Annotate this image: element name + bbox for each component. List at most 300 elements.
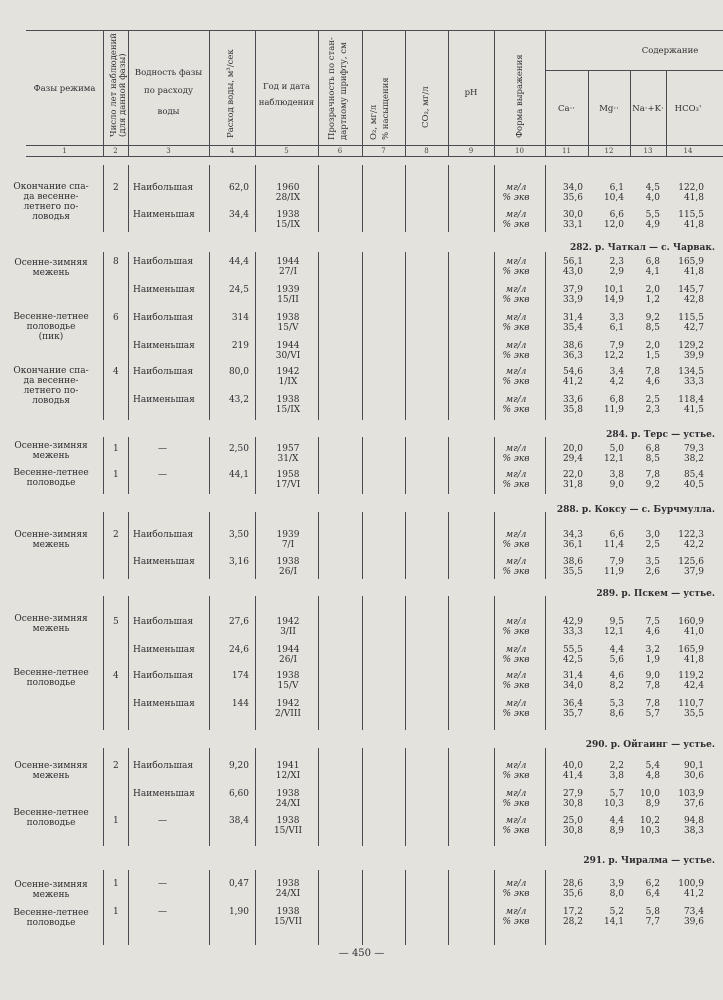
header-column-rule: [362, 30, 363, 156]
value-mg: 73,4: [683, 907, 704, 917]
value-mg: 134,5: [678, 367, 704, 377]
form-eq: % экв: [502, 323, 530, 333]
value-eq: 40,5: [683, 480, 704, 490]
year: 1938: [276, 816, 300, 826]
phase-label: Весенне-летнее: [13, 312, 89, 322]
value-eq: 33,3: [562, 627, 583, 637]
value-eq: 41,8: [683, 193, 704, 203]
header-waterness-1: Водность фазы: [134, 68, 203, 78]
date: 12/XI: [275, 771, 301, 781]
body-column-rule: [448, 748, 449, 846]
year: 1944: [276, 257, 300, 267]
section-title: 288. р. Коксу — с. Бурчмулла.: [556, 505, 715, 515]
discharge: 6,60: [228, 789, 249, 799]
body-column-rule: [405, 437, 406, 494]
form-eq: % экв: [502, 799, 530, 809]
body-column-rule: [494, 165, 495, 232]
header-years-line1: Число лет наблюдений: [109, 33, 119, 137]
value-mg: 36,4: [562, 699, 583, 709]
waterness: Наименьшая: [133, 557, 195, 567]
form-mg: мг/л: [505, 699, 527, 709]
waterness: Наименьшая: [133, 789, 195, 799]
value-mg: 122,0: [678, 183, 704, 193]
phase-label: половодье: [26, 678, 76, 688]
value-eq: 41,8: [683, 267, 704, 277]
date: 28/IX: [275, 193, 301, 203]
waterness: Наибольшая: [133, 367, 194, 377]
body-column-rule: [448, 252, 449, 420]
value-mg: 94,8: [683, 816, 704, 826]
phase-label: Весенне-летнее: [13, 468, 89, 478]
value-mg: 2,0: [645, 285, 660, 295]
body-column-rule: [209, 512, 210, 579]
value-eq: 2,5: [645, 540, 660, 550]
body-column-rule: [448, 437, 449, 494]
header-hco3: HCO₃': [674, 104, 702, 114]
column-number: 8: [424, 147, 429, 155]
form-eq: % экв: [502, 655, 530, 665]
value-mg: 30,0: [562, 210, 583, 220]
header-co2: CO₂, мг/л: [421, 86, 431, 128]
years-count: 1: [113, 907, 119, 917]
value-eq: 10,3: [639, 826, 660, 836]
form-eq: % экв: [502, 480, 530, 490]
body-column-rule: [255, 870, 256, 945]
value-mg: 40,0: [562, 761, 583, 771]
header-column-rule: [545, 30, 546, 156]
body-column-rule: [545, 512, 546, 579]
years-count: 1: [113, 816, 119, 826]
form-eq: % экв: [502, 220, 530, 230]
column-number: 12: [604, 147, 614, 155]
value-eq: 1,5: [645, 351, 660, 361]
year: 1938: [276, 395, 300, 405]
body-column-rule: [128, 748, 129, 846]
waterness: Наибольшая: [133, 257, 194, 267]
value-eq: 11,9: [603, 567, 624, 577]
value-eq: 8,2: [609, 681, 624, 691]
value-mg: 27,9: [562, 789, 583, 799]
years-count: 1: [113, 444, 119, 454]
header-na-k: Na·+K·: [632, 104, 664, 114]
body-column-rule: [545, 870, 546, 945]
value-mg: 10,0: [639, 789, 660, 799]
phase-label: половодье: [26, 322, 76, 332]
value-mg: 165,9: [678, 257, 704, 267]
value-eq: 37,9: [683, 567, 704, 577]
value-eq: 29,4: [562, 454, 583, 464]
body-column-rule: [448, 165, 449, 232]
value-mg: 3,8: [609, 470, 624, 480]
header-date-1: Год и дата: [262, 82, 311, 92]
value-eq: 6,1: [609, 323, 624, 333]
value-mg: 6,1: [609, 183, 624, 193]
waterness: Наибольшая: [133, 617, 194, 627]
form-eq: % экв: [502, 351, 530, 361]
section-title: 282. р. Чаткал — с. Чарвак.: [570, 243, 715, 253]
body-column-rule: [545, 437, 546, 494]
value-eq: 33,9: [562, 295, 583, 305]
value-mg: 9,2: [645, 313, 660, 323]
discharge: 80,0: [228, 367, 249, 377]
form-mg: мг/л: [505, 210, 527, 220]
year: 1958: [276, 470, 300, 480]
value-eq: 41,8: [683, 655, 704, 665]
value-mg: 110,7: [678, 699, 704, 709]
body-column-rule: [128, 512, 129, 579]
waterness: Наибольшая: [133, 530, 194, 540]
header-column-rule: [103, 30, 104, 156]
column-number: 11: [562, 147, 571, 155]
year: 1939: [276, 530, 300, 540]
value-mg: 7,8: [645, 699, 660, 709]
value-mg: 118,4: [678, 395, 704, 405]
years-count: 2: [113, 761, 119, 771]
form-eq: % экв: [502, 454, 530, 464]
form-mg: мг/л: [505, 530, 527, 540]
value-mg: 4,4: [609, 816, 624, 826]
value-eq: 9,0: [609, 480, 624, 490]
form-mg: мг/л: [505, 907, 527, 917]
header-column-rule: [209, 30, 210, 156]
body-column-rule: [103, 165, 104, 232]
value-mg: 42,9: [562, 617, 583, 627]
body-column-rule: [545, 748, 546, 846]
body-column-rule: [405, 870, 406, 945]
body-column-rule: [103, 512, 104, 579]
form-mg: мг/л: [505, 816, 527, 826]
form-mg: мг/л: [505, 285, 527, 295]
value-eq: 42,5: [562, 655, 583, 665]
value-eq: 8,9: [645, 799, 660, 809]
body-column-rule: [494, 596, 495, 730]
body-column-rule: [405, 252, 406, 420]
form-eq: % экв: [502, 681, 530, 691]
value-eq: 2,9: [609, 267, 624, 277]
value-eq: 30,6: [683, 771, 704, 781]
discharge: 9,20: [228, 761, 249, 771]
value-mg: 34,0: [562, 183, 583, 193]
form-mg: мг/л: [505, 257, 527, 267]
value-mg: 129,2: [678, 341, 704, 351]
value-eq: 36,1: [562, 540, 583, 550]
date: 27/I: [278, 267, 298, 277]
value-mg: 20,0: [562, 444, 583, 454]
value-mg: 6,6: [609, 210, 624, 220]
body-column-rule: [255, 165, 256, 232]
phase-label: (пик): [38, 332, 64, 342]
form-mg: мг/л: [505, 341, 527, 351]
discharge: 24,5: [228, 285, 249, 295]
date: 15/VII: [273, 917, 303, 927]
years-count: 4: [113, 671, 119, 681]
value-mg: 7,8: [645, 470, 660, 480]
form-mg: мг/л: [505, 645, 527, 655]
body-column-rule: [128, 252, 129, 420]
body-column-rule: [494, 252, 495, 420]
value-mg: 5,5: [645, 210, 660, 220]
body-column-rule: [362, 748, 363, 846]
date: 26/I: [278, 655, 298, 665]
value-mg: 7,5: [645, 617, 660, 627]
body-column-rule: [545, 252, 546, 420]
column-number: 5: [284, 147, 289, 155]
phase-label: Окончание спа-: [13, 366, 89, 376]
section-title: 290. р. Ойгаинг — устье.: [585, 740, 715, 750]
value-eq: 4,1: [645, 267, 660, 277]
value-eq: 5,6: [609, 655, 624, 665]
value-eq: 8,5: [645, 454, 660, 464]
form-eq: % экв: [502, 267, 530, 277]
form-mg: мг/л: [505, 617, 527, 627]
number-row-rule: [26, 156, 723, 157]
value-eq: 4,9: [645, 220, 660, 230]
value-eq: 35,7: [562, 709, 583, 719]
value-mg: 5,8: [645, 907, 660, 917]
years-count: 6: [113, 313, 119, 323]
value-mg: 31,4: [562, 313, 583, 323]
value-eq: 2,6: [645, 567, 660, 577]
value-mg: 34,3: [562, 530, 583, 540]
body-column-rule: [405, 596, 406, 730]
form-mg: мг/л: [505, 470, 527, 480]
header-bottom-rule: [26, 145, 723, 146]
value-mg: 3,3: [609, 313, 624, 323]
year: 1942: [276, 699, 300, 709]
header-column-rule: [405, 30, 406, 156]
body-column-rule: [209, 165, 210, 232]
value-eq: 38,2: [683, 454, 704, 464]
phase-label: Осенне-зимняя: [14, 441, 88, 451]
value-eq: 3,8: [609, 771, 624, 781]
value-mg: 79,3: [683, 444, 704, 454]
form-mg: мг/л: [505, 761, 527, 771]
value-mg: 103,9: [678, 789, 704, 799]
header-column-rule: [318, 30, 319, 156]
body-column-rule: [545, 165, 546, 232]
body-column-rule: [209, 437, 210, 494]
header-waterness-2: по расходу: [144, 86, 193, 96]
discharge: 27,6: [228, 617, 249, 627]
discharge: 219: [231, 341, 249, 351]
value-mg: 7,9: [609, 341, 624, 351]
value-mg: 6,2: [645, 879, 660, 889]
years-count: 4: [113, 367, 119, 377]
body-column-rule: [255, 437, 256, 494]
phase-label: Осенне-зимняя: [14, 614, 88, 624]
form-mg: мг/л: [505, 789, 527, 799]
date: 15/IX: [275, 220, 301, 230]
value-eq: 10,3: [603, 799, 624, 809]
value-eq: 12,2: [603, 351, 624, 361]
waterness: Наименьшая: [133, 645, 195, 655]
value-eq: 43,0: [562, 267, 583, 277]
column-number: 3: [166, 147, 171, 155]
form-eq: % экв: [502, 540, 530, 550]
form-eq: % экв: [502, 917, 530, 927]
value-mg: 6,8: [645, 444, 660, 454]
year: 1938: [276, 210, 300, 220]
value-mg: 3,9: [609, 879, 624, 889]
body-column-rule: [103, 252, 104, 420]
body-column-rule: [405, 512, 406, 579]
waterness: Наименьшая: [133, 210, 195, 220]
form-eq: % экв: [502, 709, 530, 719]
value-mg: 10,2: [639, 816, 660, 826]
body-column-rule: [362, 870, 363, 945]
date: 31/X: [277, 454, 299, 464]
body-column-rule: [128, 165, 129, 232]
phase-label: Осенне-зимняя: [14, 530, 88, 540]
table-top-rule: [26, 30, 723, 31]
value-eq: 42,4: [683, 681, 704, 691]
value-mg: 9,0: [645, 671, 660, 681]
value-mg: 2,5: [645, 395, 660, 405]
value-eq: 42,2: [683, 540, 704, 550]
value-mg: 5,4: [645, 761, 660, 771]
form-mg: мг/л: [505, 444, 527, 454]
waterness: Наибольшая: [133, 183, 194, 193]
phase-label: Осенне-зимняя: [14, 880, 88, 890]
value-mg: 7,9: [609, 557, 624, 567]
value-mg: 9,5: [609, 617, 624, 627]
body-column-rule: [209, 870, 210, 945]
body-column-rule: [405, 165, 406, 232]
header-years-line2: (для данной фазы): [118, 53, 128, 137]
discharge: 44,4: [228, 257, 249, 267]
date: 15/IX: [275, 405, 301, 415]
discharge: 2,50: [228, 444, 249, 454]
value-eq: 41,4: [562, 771, 583, 781]
value-eq: 10,4: [603, 193, 624, 203]
years-count: 2: [113, 183, 119, 193]
year: 1938: [276, 313, 300, 323]
form-eq: % экв: [502, 193, 530, 203]
waterness: —: [158, 907, 167, 917]
phase-label: половодье: [26, 478, 76, 488]
form-mg: мг/л: [505, 671, 527, 681]
value-eq: 4,6: [645, 627, 660, 637]
waterness: Наибольшая: [133, 313, 194, 323]
column-number: 1: [62, 147, 67, 155]
phase-label: ловодья: [32, 396, 70, 406]
value-eq: 37,6: [683, 799, 704, 809]
form-eq: % экв: [502, 405, 530, 415]
page-number: — 450 —: [338, 948, 385, 959]
value-eq: 35,5: [683, 709, 704, 719]
phase-label: да весенне-: [23, 376, 79, 386]
value-eq: 33,3: [683, 377, 704, 387]
header-transparency-1: Прозрачность по стан-: [327, 37, 337, 140]
date: 15/V: [277, 681, 299, 691]
value-mg: 145,7: [678, 285, 704, 295]
form-eq: % экв: [502, 826, 530, 836]
value-mg: 3,0: [645, 530, 660, 540]
form-mg: мг/л: [505, 879, 527, 889]
value-eq: 5,7: [645, 709, 660, 719]
value-mg: 55,5: [562, 645, 583, 655]
value-mg: 5,3: [609, 699, 624, 709]
value-mg: 33,6: [562, 395, 583, 405]
value-eq: 12,1: [603, 454, 624, 464]
body-column-rule: [362, 596, 363, 730]
body-column-rule: [255, 252, 256, 420]
body-column-rule: [103, 437, 104, 494]
discharge: 144: [231, 699, 249, 709]
value-mg: 115,5: [678, 313, 704, 323]
year: 1938: [276, 671, 300, 681]
value-mg: 165,9: [678, 645, 704, 655]
body-column-rule: [362, 512, 363, 579]
value-eq: 41,2: [562, 377, 583, 387]
body-column-rule: [318, 165, 319, 232]
header-content: Содержание: [641, 46, 699, 56]
value-eq: 12,1: [603, 627, 624, 637]
value-eq: 35,6: [562, 889, 583, 899]
value-mg: 122,3: [678, 530, 704, 540]
waterness: Наибольшая: [133, 761, 194, 771]
value-mg: 7,8: [645, 367, 660, 377]
value-mg: 90,1: [683, 761, 704, 771]
discharge: 314: [231, 313, 249, 323]
form-eq: % экв: [502, 627, 530, 637]
value-eq: 41,8: [683, 220, 704, 230]
year: 1944: [276, 341, 300, 351]
value-eq: 4,2: [609, 377, 624, 387]
header-waterness-3: воды: [157, 107, 180, 117]
discharge: 3,50: [228, 530, 249, 540]
discharge: 38,4: [228, 816, 249, 826]
value-mg: 100,9: [678, 879, 704, 889]
header-date-2: наблюдения: [258, 98, 315, 108]
body-column-rule: [255, 748, 256, 846]
value-mg: 3,2: [645, 645, 660, 655]
value-eq: 33,1: [562, 220, 583, 230]
form-eq: % экв: [502, 295, 530, 305]
years-count: 1: [113, 470, 119, 480]
form-eq: % экв: [502, 771, 530, 781]
value-mg: 38,6: [562, 557, 583, 567]
value-mg: 5,7: [609, 789, 624, 799]
body-column-rule: [494, 748, 495, 846]
value-mg: 25,0: [562, 816, 583, 826]
body-column-rule: [318, 870, 319, 945]
value-eq: 30,8: [562, 799, 583, 809]
value-eq: 35,4: [562, 323, 583, 333]
value-mg: 6,6: [609, 530, 624, 540]
body-column-rule: [255, 596, 256, 730]
body-column-rule: [103, 596, 104, 730]
body-column-rule: [362, 165, 363, 232]
phase-label: летнего по-: [23, 386, 79, 396]
phase-label: Окончание спа-: [13, 182, 89, 192]
phase-label: Осенне-зимняя: [14, 761, 88, 771]
phase-label: Осенне-зимняя: [14, 258, 88, 268]
form-mg: мг/л: [505, 557, 527, 567]
year: 1941: [276, 761, 300, 771]
value-mg: 4,6: [609, 671, 624, 681]
value-eq: 39,9: [683, 351, 704, 361]
header-o2: O₂, мг/л: [369, 104, 379, 140]
header-transparency-2: дартному шрифту, см: [339, 42, 349, 140]
header-mg: Mg··: [599, 104, 619, 114]
value-mg: 56,1: [562, 257, 583, 267]
phase-label: ловодья: [32, 212, 70, 222]
value-eq: 42,8: [683, 295, 704, 305]
value-eq: 42,7: [683, 323, 704, 333]
value-eq: 11,4: [603, 540, 624, 550]
year: 1938: [276, 907, 300, 917]
